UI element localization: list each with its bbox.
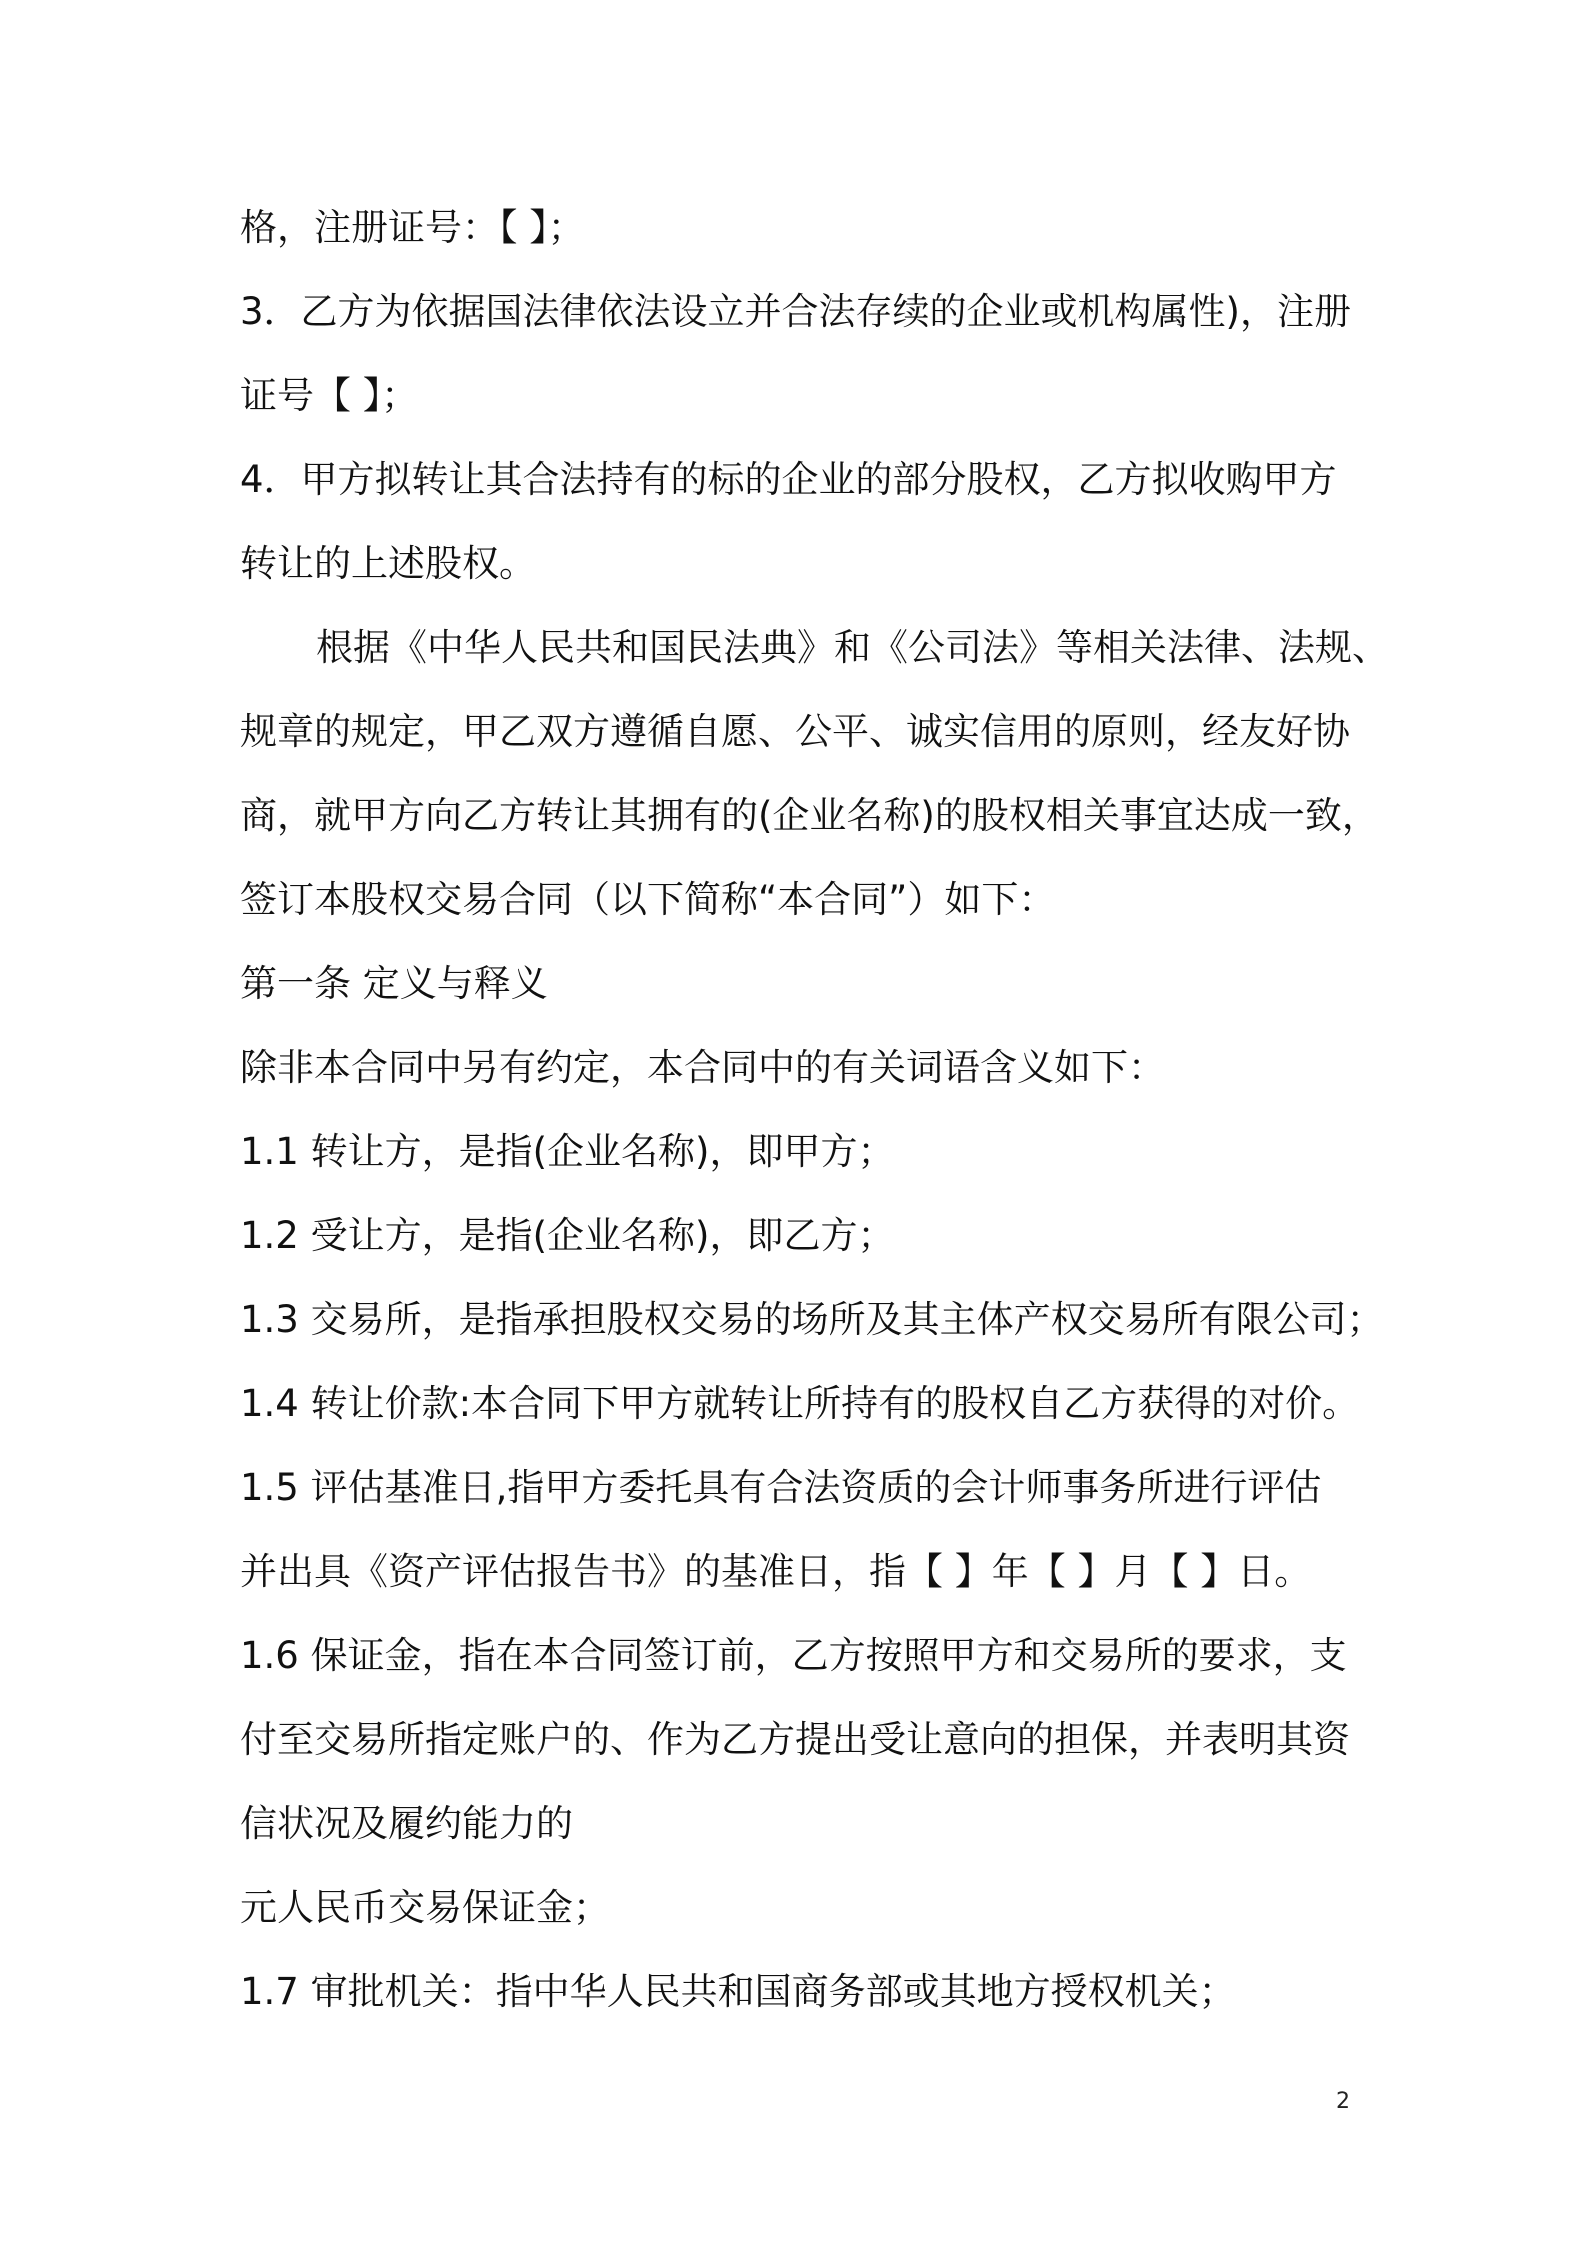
- line-legal-basis: 根据《中华人民共和国民法典》和《公司法》等相关法律、法规、: [316, 626, 1389, 669]
- line-clause-4-cont: 转让的上述股权。: [240, 542, 536, 585]
- definition-1-4: 1.4 转让价款:本合同下甲方就转让所持有的股权自乙方获得的对价。: [240, 1382, 1360, 1425]
- page-number: 2: [1336, 2089, 1350, 2114]
- line-registration-number-a: 格，注册证号：【 】；: [240, 206, 585, 249]
- definition-1-6-cont-2: 信状况及履约能力的: [240, 1802, 573, 1845]
- line-legal-basis-cont-3: 签订本股权交易合同（以下简称“本合同”）如下：: [240, 878, 1056, 921]
- line-clause-4: 4．甲方拟转让其合法持有的标的企业的部分股权，乙方拟收购甲方: [240, 458, 1337, 501]
- definition-1-7: 1.7 审批机关：指中华人民共和国商务部或其地方授权机关；: [240, 1970, 1236, 2013]
- definition-1-1: 1.1 转让方，是指(企业名称)，即甲方；: [240, 1130, 895, 1173]
- line-clause-3-cont: 证号【 】；: [240, 374, 419, 417]
- definition-1-6: 1.6 保证金，指在本合同签订前，乙方按照甲方和交易所的要求，支: [240, 1634, 1347, 1677]
- definition-1-3: 1.3 交易所，是指承担股权交易的场所及其主体产权交易所有限公司；: [240, 1298, 1384, 1341]
- line-legal-basis-cont-1: 规章的规定，甲乙双方遵循自愿、公平、诚实信用的原则，经友好协: [240, 710, 1350, 753]
- definition-1-2: 1.2 受让方，是指(企业名称)，即乙方；: [240, 1214, 895, 1257]
- definition-1-5: 1.5 评估基准日,指甲方委托具有合法资质的会计师事务所进行评估: [240, 1466, 1322, 1509]
- definition-1-5-cont: 并出具《资产评估报告书》的基准日，指【 】年【 】月【 】日。: [240, 1550, 1312, 1593]
- definition-1-6-cont-1: 付至交易所指定账户的、作为乙方提出受让意向的担保，并表明其资: [240, 1718, 1350, 1761]
- line-clause-3: 3．乙方为依据国法律依法设立并合法存续的企业或机构属性)，注册: [240, 290, 1351, 333]
- section-heading-article-1: 第一条 定义与释义: [240, 962, 548, 1005]
- line-legal-basis-cont-2: 商，就甲方向乙方转让其拥有的(企业名称)的股权相关事宜达成一致，: [240, 794, 1379, 837]
- definition-1-6-cont-3: 元人民币交易保证金；: [240, 1886, 610, 1929]
- line-definitions-intro: 除非本合同中另有约定，本合同中的有关词语含义如下：: [240, 1046, 1165, 1089]
